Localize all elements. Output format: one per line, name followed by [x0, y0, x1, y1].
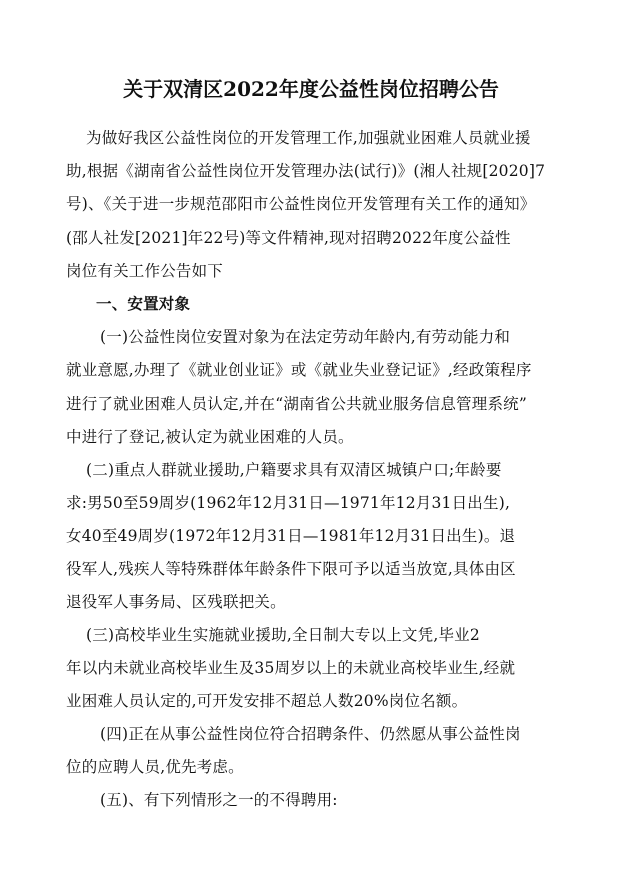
paragraph-line: 就业意愿,办理了《就业创业证》或《就业失业登记证》,经政策程序: [66, 361, 532, 379]
paragraph-line: (三)高校毕业生实施就业援助,全日制大专以上文凭,毕业2: [86, 626, 480, 644]
paragraph-line: 年以内未就业高校毕业生及35周岁以上的未就业高校毕业生,经就: [66, 659, 516, 677]
section-heading: 一、安置对象: [96, 295, 191, 313]
paragraph-line: 役军人,残疾人等特殊群体年龄条件下限可予以适当放宽,具体由区: [66, 560, 516, 578]
paragraph-line: 业困难人员认定的,可开发安排不超总人数20%岗位名额。: [66, 692, 468, 710]
paragraph-line: (一)公益性岗位安置对象为在法定劳动年龄内,有劳动能力和: [100, 328, 511, 346]
paragraph-line: 女40至49周岁(1972年12月31日—1981年12月31日出生)。退: [66, 527, 516, 545]
paragraph-line: 为做好我区公益性岗位的开发管理工作,加强就业困难人员就业援: [86, 129, 531, 147]
paragraph-line: (二)重点人群就业援助,户籍要求具有双清区城镇户口;年龄要: [86, 461, 502, 479]
document-title: 关于双清区2022年度公益性岗位招聘公告: [123, 77, 499, 101]
paragraph-line: (四)正在从事公益性岗位符合招聘条件、仍然愿从事公益性岗: [100, 725, 521, 743]
paragraph-line: 助,根据《湖南省公益性岗位开发管理办法(试行)》(湘人社规[2020]7: [66, 162, 546, 180]
paragraph-line: 进行了就业困难人员认定,并在“湖南省公共就业服务信息管理系统”: [66, 395, 527, 413]
paragraph-line: 中进行了登记,被认定为就业困难的人员。: [66, 428, 354, 446]
paragraph-line: 求:男50至59周岁(1962年12月31日—1971年12月31日出生),: [66, 494, 511, 512]
paragraph-line: (五)、有下列情形之一的不得聘用:: [100, 791, 338, 809]
paragraph-line: 号)、《关于进一步规范邵阳市公益性岗位开发管理有关工作的通知》: [66, 195, 536, 213]
paragraph-line: 位的应聘人员,优先考虑。: [66, 758, 244, 776]
paragraph-line: 退役军人事务局、区残联把关。: [66, 593, 286, 611]
paragraph-line: 岗位有关工作公告如下: [66, 262, 224, 280]
paragraph-line: (邵人社发[2021]年22号)等文件精神,现对招聘2022年度公益性: [66, 229, 511, 247]
